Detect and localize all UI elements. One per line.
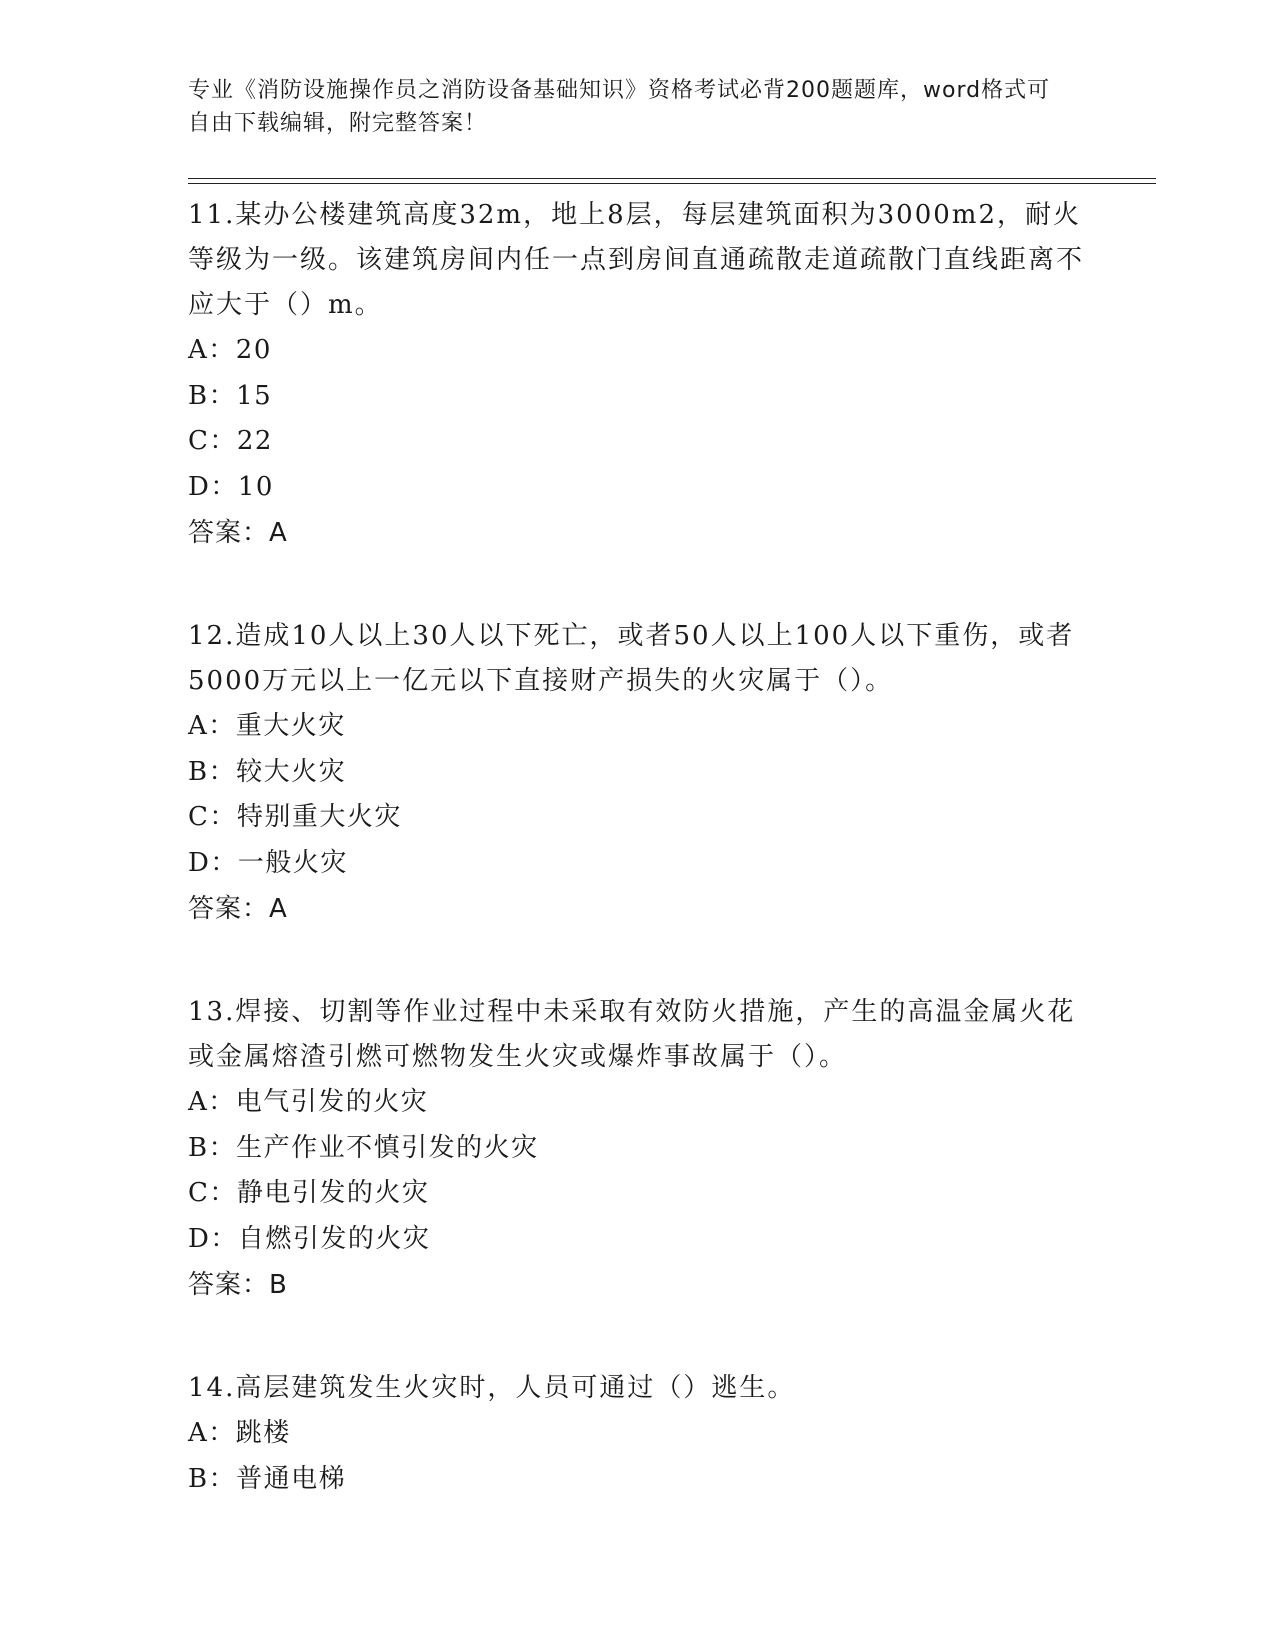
question-stem: 14.高层建筑发生火灾时，人员可通过（）逃生。 (188, 1373, 796, 1403)
option-b: B：普通电梯 (188, 1463, 347, 1494)
option-b: B：生产作业不慎引发的火灾 (188, 1132, 539, 1163)
answer-line: 答案：B (188, 1270, 288, 1300)
option-c: C：静电引发的火灾 (188, 1178, 430, 1208)
answer-line: 答案：A (188, 894, 288, 924)
header-divider-bottom (188, 183, 1156, 184)
question-item (188, 614, 1088, 932)
option-a: A：电气引发的火灾 (188, 1087, 429, 1117)
option-d: D：自燃引发的火灾 (188, 1223, 431, 1254)
question-item (188, 990, 1088, 1308)
header-divider-top (188, 178, 1156, 179)
option-b: B：较大火灾 (188, 756, 347, 787)
option-d: D：10 (188, 471, 274, 502)
answer-line: 答案：A (188, 518, 288, 548)
option-b: B：15 (188, 380, 273, 411)
document-header: 专业《消防设施操作员之消防设备基础知识》资格考试必背200题题库，word格式可自由下载编辑，附完整答案！ (188, 78, 1051, 136)
question-list (188, 193, 1088, 1560)
question-stem: 12.造成10人以上30人以下死亡，或者50人以上100人以下重伤，或者5000万元以上一亿元以下直接财产损失的火灾属于（）。 (188, 621, 1075, 696)
option-a: A：重大火灾 (188, 711, 346, 741)
option-a: A：跳楼 (188, 1418, 291, 1448)
question-stem: 13.焊接、切割等作业过程中未采取有效防火措施，产生的高温金属火花或金属熔渣引燃可燃物发生火灾或爆炸事故属于（）。 (188, 997, 1076, 1072)
option-d: D：一般火灾 (188, 847, 348, 878)
option-a: A：20 (188, 335, 272, 365)
question-stem: 11.某办公楼建筑高度32m，地上8层，每层建筑面积为3000m2，耐火等级为一级。该建筑房间内任一点到房间直通疏散走道疏散门直线距离不应大于（）m。 (188, 200, 1085, 320)
option-c: C：22 (188, 426, 273, 456)
question-item (188, 1366, 1088, 1502)
question-item (188, 193, 1088, 556)
option-c: C：特别重大火灾 (188, 802, 402, 832)
